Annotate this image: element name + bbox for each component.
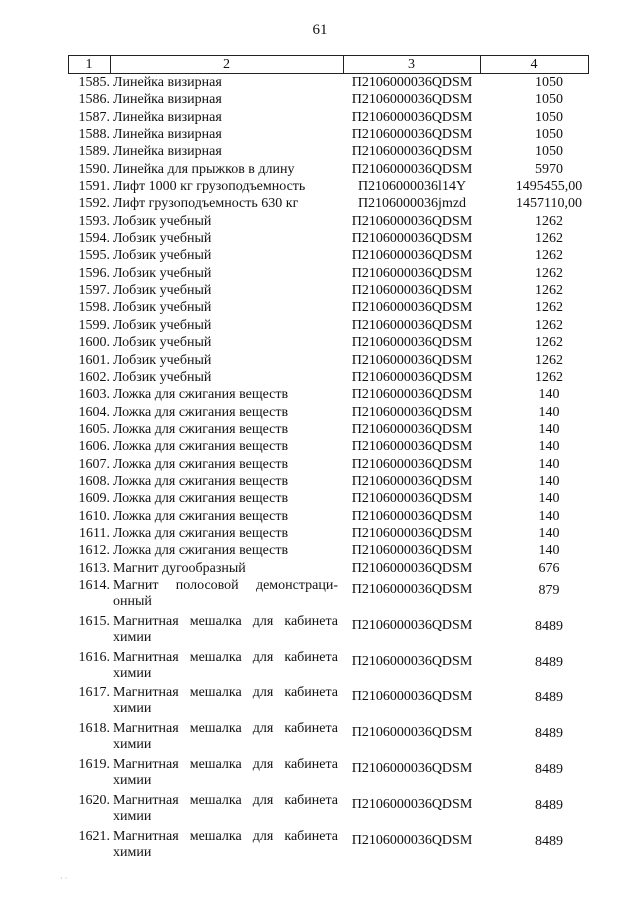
row-number: 1619.	[78, 756, 110, 772]
item-price: 140	[538, 508, 560, 524]
item-price: 1457110,00	[516, 196, 582, 212]
item-price: 1262	[535, 231, 563, 247]
item-code: П2106000036QDSM	[351, 581, 473, 597]
item-price: 140	[538, 439, 560, 455]
item-price: 8489	[535, 726, 563, 742]
item-price: 140	[538, 404, 560, 420]
item-price: 140	[538, 543, 560, 559]
item-code: П2106000036QDSM	[351, 75, 473, 90]
row-number: 1594.	[78, 231, 110, 247]
item-price: 140	[538, 456, 560, 472]
table-row	[68, 178, 589, 195]
table-row	[68, 560, 589, 577]
item-price: 1495455,00	[515, 179, 583, 195]
item-name: Линейка визирная	[113, 127, 222, 143]
row-number: 1604.	[78, 404, 110, 420]
item-code: П2106000036QDSM	[351, 213, 473, 229]
item-price: 140	[538, 491, 560, 507]
item-name: Лифт 1000 кг грузоподъемность	[113, 179, 306, 195]
table-row	[68, 161, 589, 178]
header-divider	[588, 56, 589, 73]
table-row	[68, 421, 589, 438]
item-name: Магнит дугообразный	[113, 560, 246, 576]
item-name: Лобзик учебный	[113, 352, 212, 368]
item-price: 1050	[535, 92, 563, 108]
item-price: 1262	[535, 317, 563, 333]
table-row	[68, 386, 589, 403]
row-number: 1607.	[78, 456, 110, 472]
header-col-2: 2	[223, 57, 230, 72]
item-price: 1050	[535, 75, 563, 90]
item-name: Ложка для сжигания веществ	[113, 456, 289, 472]
item-name: Ложка для сжигания веществ	[113, 473, 289, 489]
table-body	[68, 74, 589, 863]
row-number: 1590.	[78, 161, 110, 177]
item-price: 1050	[535, 109, 563, 125]
item-price: 1050	[535, 127, 563, 143]
table-row	[68, 74, 589, 91]
item-code: П2106000036QDSM	[351, 109, 473, 125]
table-row	[68, 577, 589, 613]
item-price: 676	[538, 560, 560, 576]
table-row	[68, 490, 589, 507]
item-price: 5970	[535, 161, 563, 177]
item-name: Лобзик учебный	[113, 300, 212, 316]
row-number: 1595.	[78, 248, 110, 264]
row-number: 1586.	[78, 92, 110, 108]
item-code: П2106000036QDSM	[351, 127, 473, 143]
row-number: 1618.	[78, 721, 110, 737]
item-price: 1262	[535, 248, 563, 264]
item-code: П2106000036QDSM	[351, 283, 473, 299]
row-number: 1614.	[78, 577, 110, 593]
header-col-4: 4	[530, 57, 538, 72]
table-row	[68, 438, 589, 455]
row-number: 1616.	[78, 649, 110, 665]
row-number: 1611.	[79, 525, 110, 541]
row-number: 1621.	[78, 828, 110, 844]
item-price: 1262	[535, 213, 563, 229]
row-number: 1609.	[78, 491, 110, 507]
inventory-table	[68, 55, 589, 863]
row-number: 1587.	[78, 109, 110, 125]
item-price: 140	[538, 387, 560, 403]
item-name: Ложка для сжигания веществ	[113, 508, 289, 524]
scan-mark: · ·	[60, 874, 68, 883]
row-number: 1598.	[78, 300, 110, 316]
row-number: 1606.	[78, 439, 110, 455]
table-row	[68, 720, 589, 756]
item-code: П2106000036QDSM	[351, 525, 473, 541]
row-number: 1612.	[78, 543, 110, 559]
item-name: Ложка для сжигания веществ	[113, 404, 289, 420]
item-code: П2106000036QDSM	[351, 653, 473, 669]
item-name: Лобзик учебный	[113, 369, 212, 385]
row-number: 1585.	[78, 75, 110, 90]
table-row	[68, 195, 589, 212]
item-code: П2106000036QDSM	[351, 404, 473, 420]
item-name: Ложка для сжигания веществ	[113, 421, 289, 437]
item-name: Лобзик учебный	[113, 213, 212, 229]
row-number: 1613.	[78, 560, 110, 576]
row-number: 1620.	[78, 792, 110, 808]
item-name: Ложка для сжигания веществ	[113, 525, 289, 541]
row-number: 1588.	[78, 127, 110, 143]
item-name: Ложка для сжигания веществ	[113, 491, 289, 507]
item-name: Магнитная мешалка для кабинета химии	[113, 685, 338, 717]
row-number: 1589.	[78, 144, 110, 160]
row-number: 1617.	[78, 685, 110, 701]
table-row	[68, 525, 589, 542]
row-number: 1599.	[78, 317, 110, 333]
row-number: 1596.	[78, 265, 110, 281]
item-name: Магнитная мешалка для кабинета химии	[113, 828, 338, 860]
table-row	[68, 230, 589, 247]
table-row	[68, 91, 589, 108]
row-number: 1610.	[78, 508, 110, 524]
item-code: П2106000036QDSM	[351, 161, 473, 177]
item-price: 1262	[535, 283, 563, 299]
item-code: П2106000036QDSM	[351, 265, 473, 281]
item-name: Лобзик учебный	[113, 335, 212, 351]
item-name: Магнитная мешалка для кабинета химии	[113, 721, 338, 753]
row-number: 1600.	[78, 335, 110, 351]
table-header	[68, 55, 589, 74]
item-code: П2106000036QDSM	[351, 543, 473, 559]
item-code: П2106000036jmzd	[357, 196, 467, 212]
item-price: 8489	[535, 618, 563, 634]
item-code: П2106000036QDSM	[351, 317, 473, 333]
item-name: Магнитная мешалка для кабинета химии	[113, 792, 338, 824]
item-name: Магнит полосовой демонстраци-онный	[113, 577, 338, 609]
table-row	[68, 109, 589, 126]
table-row	[68, 126, 589, 143]
item-price: 1050	[535, 144, 563, 160]
item-code: П2106000036QDSM	[351, 248, 473, 264]
item-price: 1262	[535, 335, 563, 351]
item-price: 140	[538, 525, 560, 541]
item-code: П2106000036QDSM	[351, 352, 473, 368]
item-price: 8489	[535, 833, 563, 849]
row-number: 1615.	[78, 613, 110, 629]
item-name: Лобзик учебный	[113, 283, 212, 299]
item-code: П2106000036QDSM	[351, 832, 473, 848]
item-price: 1262	[535, 352, 563, 368]
item-code: П2106000036QDSM	[351, 491, 473, 507]
table-row	[68, 299, 589, 316]
item-price: 1262	[535, 265, 563, 281]
row-number: 1603.	[78, 387, 110, 403]
table-row	[68, 369, 589, 386]
item-name: Линейка визирная	[113, 92, 222, 108]
page-number: 61	[312, 22, 328, 38]
table-row	[68, 143, 589, 160]
table-row	[68, 473, 589, 490]
item-price: 8489	[535, 761, 563, 777]
row-number: 1601.	[78, 352, 110, 368]
item-code: П2106000036QDSM	[351, 760, 473, 776]
row-number: 1608.	[78, 473, 110, 489]
item-name: Магнитная мешалка для кабинета химии	[113, 756, 338, 788]
item-name: Лобзик учебный	[113, 248, 212, 264]
item-code: П2106000036QDSM	[351, 617, 473, 633]
item-name: Лобзик учебный	[113, 231, 212, 247]
table-row	[68, 828, 589, 864]
row-number: 1597.	[78, 283, 110, 299]
table-row	[68, 282, 589, 299]
item-code: П2106000036QDSM	[351, 387, 473, 403]
item-price: 140	[538, 421, 560, 437]
table-row	[68, 265, 589, 282]
table-row	[68, 542, 589, 559]
row-number: 1602.	[78, 369, 110, 385]
table-row	[68, 213, 589, 230]
item-code: П2106000036QDSM	[351, 689, 473, 705]
table-row	[68, 508, 589, 525]
item-price: 1262	[535, 369, 563, 385]
item-price: 140	[538, 473, 560, 489]
item-name: Ложка для сжигания веществ	[113, 387, 289, 403]
item-code: П2106000036QDSM	[351, 144, 473, 160]
item-name: Лобзик учебный	[113, 265, 212, 281]
header-col-3: 3	[408, 57, 415, 72]
table-row	[68, 456, 589, 473]
item-name: Магнитная мешалка для кабинета химии	[113, 613, 338, 645]
row-number: 1591.	[78, 179, 110, 195]
table-row	[68, 756, 589, 792]
item-name: Линейка визирная	[113, 144, 222, 160]
item-price: 8489	[535, 797, 563, 813]
table-row	[68, 334, 589, 351]
item-code: П2106000036QDSM	[351, 796, 473, 812]
item-code: П2106000036QDSM	[351, 508, 473, 524]
item-code: П2106000036QDSM	[351, 456, 473, 472]
item-name: Линейка визирная	[113, 109, 222, 125]
row-number: 1605.	[78, 421, 110, 437]
item-name: Линейка визирная	[113, 75, 222, 90]
item-code: П2106000036QDSM	[351, 473, 473, 489]
item-code: П2106000036l14Y	[357, 179, 467, 195]
table-row	[68, 649, 589, 685]
item-name: Магнитная мешалка для кабинета химии	[113, 649, 338, 681]
item-name: Ложка для сжигания веществ	[113, 439, 289, 455]
item-code: П2106000036QDSM	[351, 725, 473, 741]
item-code: П2106000036QDSM	[351, 560, 473, 576]
table-row	[68, 404, 589, 421]
header-col-1: 1	[85, 57, 93, 72]
item-code: П2106000036QDSM	[351, 300, 473, 316]
item-price: 879	[538, 582, 560, 598]
table-row	[68, 247, 589, 264]
item-name: Лобзик учебный	[113, 317, 212, 333]
table-row	[68, 684, 589, 720]
item-code: П2106000036QDSM	[351, 335, 473, 351]
item-name: Лифт грузоподъемность 630 кг	[113, 196, 299, 212]
row-number: 1592.	[78, 196, 110, 212]
table-row	[68, 317, 589, 334]
item-code: П2106000036QDSM	[351, 92, 473, 108]
table-row	[68, 792, 589, 828]
item-name: Линейка для прыжков в длину	[113, 161, 295, 177]
item-code: П2106000036QDSM	[351, 421, 473, 437]
item-price: 8489	[535, 690, 563, 706]
table-row	[68, 352, 589, 369]
table-row	[68, 613, 589, 649]
item-price: 1262	[535, 300, 563, 316]
item-code: П2106000036QDSM	[351, 231, 473, 247]
row-number: 1593.	[78, 213, 110, 229]
item-code: П2106000036QDSM	[351, 369, 473, 385]
item-name: Ложка для сжигания веществ	[113, 543, 289, 559]
item-price: 8489	[535, 654, 563, 670]
item-code: П2106000036QDSM	[351, 439, 473, 455]
